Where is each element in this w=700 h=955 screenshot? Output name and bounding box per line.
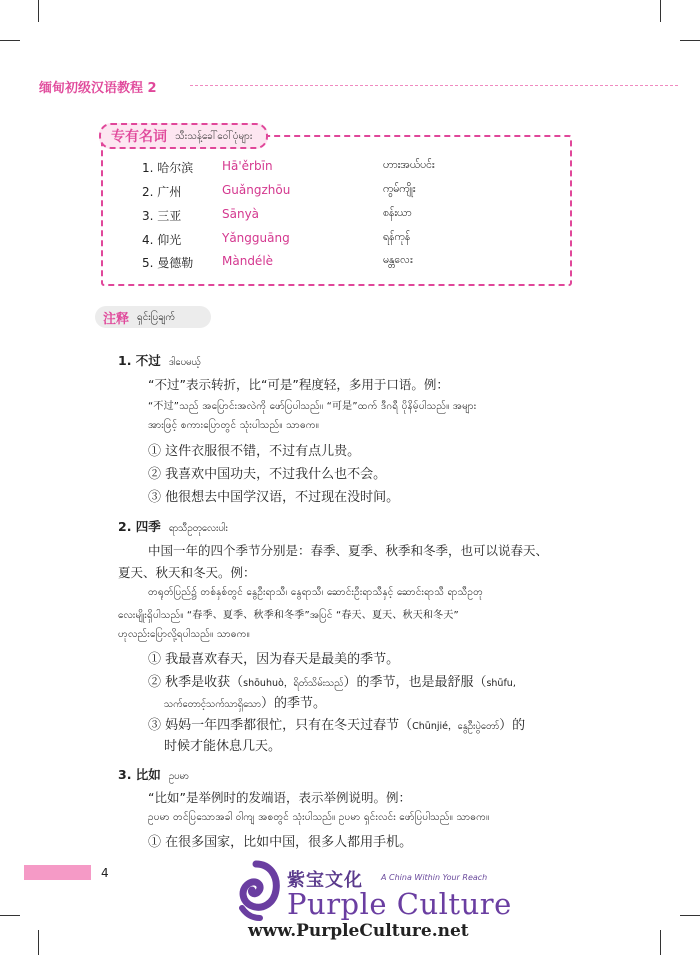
notes-title: 注释 (103, 311, 130, 327)
watermark-tagline: A China Within Your Reach (381, 873, 488, 882)
example-text: ）的 (499, 718, 526, 733)
note-explanation-zh: 中国一年的四个季节分别是：春季、夏季、秋季和冬季，也可以说春天、 (148, 543, 549, 558)
crop-mark (38, 0, 39, 22)
proper-nouns-title: 专有名词 (111, 129, 167, 145)
example-sentence: ② 我喜欢中国功夫，不过我什么也不会。 (148, 467, 387, 482)
crop-mark (660, 930, 661, 955)
watermark-brand: Purple Culture (287, 887, 512, 921)
term-burmese: မန္တလေး (383, 254, 413, 266)
note-explanation-zh: “比如”是举例时的发端语，表示举例说明。例： (148, 790, 411, 805)
term-burmese: ကွမ်ကျိုး (383, 183, 416, 195)
note-explanation-my: တရုတ်ပြည်၌ တစ်နှစ်တွင် နွေဦးရာသီ၊ နွေရာသီ၊ ဆောင်းဦးရာသီနှင့် ဆောင်းရာသီ ရာသီဥတု (148, 587, 484, 598)
notes-label (95, 306, 211, 328)
running-header: 缅甸初级汉语教程 2 (39, 81, 157, 96)
note-explanation-zh: “不过”表示转折，比“可是”程度轻，多用于口语。例： (148, 377, 449, 392)
note-explanation-my: အားဖြင့် စကားပြောတွင် သုံးပါသည်။ သာဓက။ (148, 420, 319, 431)
note-heading-zh: 1. 不过 (118, 353, 161, 368)
example-sentence: ① 这件衣服很不错，不过有点儿贵。 (148, 444, 361, 459)
note-heading (118, 351, 201, 370)
burmese-gloss: ရိတ်သိမ်းသည် (293, 678, 344, 689)
term-pinyin: Hā'ěrbīn (222, 159, 273, 173)
note-explanation-my: “不过”သည် အပြောင်းအလဲကို ဖော်ပြပါသည်။ “可是”ထက် ဒီဂရီ ပိုနိမ့်ပါသည်။ အများ (148, 401, 477, 412)
term-hanzi: 5. 曼德勒 (142, 256, 194, 270)
note-heading (118, 517, 228, 536)
pinyin-gloss: shūfu (486, 678, 513, 689)
crop-mark (680, 915, 700, 916)
example-text: ）的季节。 (260, 696, 326, 711)
crop-mark (660, 0, 661, 22)
term-burmese: ဟားအယ်ပင်း (383, 159, 435, 171)
note-heading (118, 765, 189, 784)
crop-mark (0, 40, 20, 41)
note-heading-my: ဥပမာ (168, 771, 189, 782)
example-sentence: ① 在很多国家，比如中国，很多人都用手机。 (148, 835, 413, 850)
example-sentence: ② 秋季是收获（shōuhuò，ရိတ်သိမ်းသည်）的季节，也是最舒服（shūfu, (148, 675, 516, 690)
example-text: ② 秋季是收获（ (148, 675, 244, 690)
notes-title-my: ရှင်းပြချက် (137, 311, 176, 323)
crop-mark (680, 40, 700, 41)
watermark-url: www.PurpleCulture.net (248, 921, 469, 941)
example-sentence: ③ 他很想去中国学汉语，不过现在没时间。 (148, 490, 400, 505)
proper-nouns-label (99, 123, 268, 149)
note-explanation-my: ဥပမာ တင်ပြသောအခါ ဝါကျ အစတွင် သုံးပါသည်။ ဥပမာ ရှင်းလင်း ဖော်ပြပါသည်။ သာဓက။ (148, 812, 490, 823)
header-rule (190, 85, 678, 86)
example-text: ③ 妈妈一年四季都很忙，只有在冬天过春节（ (148, 718, 413, 733)
term-pinyin: Guǎngzhōu (222, 183, 291, 197)
note-explanation-my: ဟုလည်းပြောလို့ရပါသည်။ သာဓက။ (118, 629, 250, 640)
pinyin-gloss: Chūnjié (412, 721, 448, 732)
term-burmese: ရန်ကုန် (383, 231, 411, 243)
note-explanation-zh: 夏天、秋天和冬天。例： (118, 565, 256, 580)
example-sentence (164, 692, 326, 712)
term-hanzi: 4. 仰光 (142, 233, 182, 247)
example-sentence: 时候才能休息几天。 (164, 739, 282, 754)
pinyin-gloss: shōuhuò (243, 678, 284, 689)
note-heading-my: ဒါပေမယ့် (168, 357, 201, 368)
note-heading-zh: 2. 四季 (118, 519, 161, 534)
watermark-logo-text: 紫宝文化 (287, 870, 363, 891)
purple-culture-logo-icon (230, 860, 282, 922)
page-number: 4 (101, 866, 109, 880)
term-hanzi: 3. 三亚 (142, 209, 182, 223)
term-hanzi: 1. 哈尔滨 (142, 161, 194, 175)
proper-nouns-title-my: သီးသန့်ခေါ်ဝေါ်ပုံများ (175, 130, 253, 142)
term-pinyin: Yǎngguāng (222, 231, 290, 245)
example-sentence: ① 我最喜欢春天，因为春天是最美的季节。 (148, 652, 400, 667)
note-explanation-my: လေးမျိုးရှိပါသည်။ “春季、夏季、秋季和冬季”အပြင် “春天、夏天、秋天和冬天” (118, 610, 459, 621)
crop-mark (0, 915, 20, 916)
example-sentence: ③ 妈妈一年四季都很忙，只有在冬天过春节（Chūnjié，နွေဦးပွဲတော်）的 (148, 718, 526, 733)
term-pinyin: Sānyà (222, 207, 260, 221)
term-hanzi: 2. 广州 (142, 185, 182, 199)
page-tab-bar (24, 865, 91, 880)
note-heading-my: ရာသီဥတုလေးပါး (168, 523, 228, 534)
crop-mark (38, 930, 39, 955)
example-text: ）的季节，也是最舒服（ (343, 675, 487, 690)
term-burmese: စန်းယာ (383, 207, 412, 219)
burmese-gloss: နွေဦးပွဲတော် (457, 721, 500, 732)
note-heading-zh: 3. 比如 (118, 767, 161, 782)
term-pinyin: Màndélè (222, 254, 274, 268)
burmese-gloss: သက်တောင့်သက်သာရှိသော (164, 699, 261, 710)
